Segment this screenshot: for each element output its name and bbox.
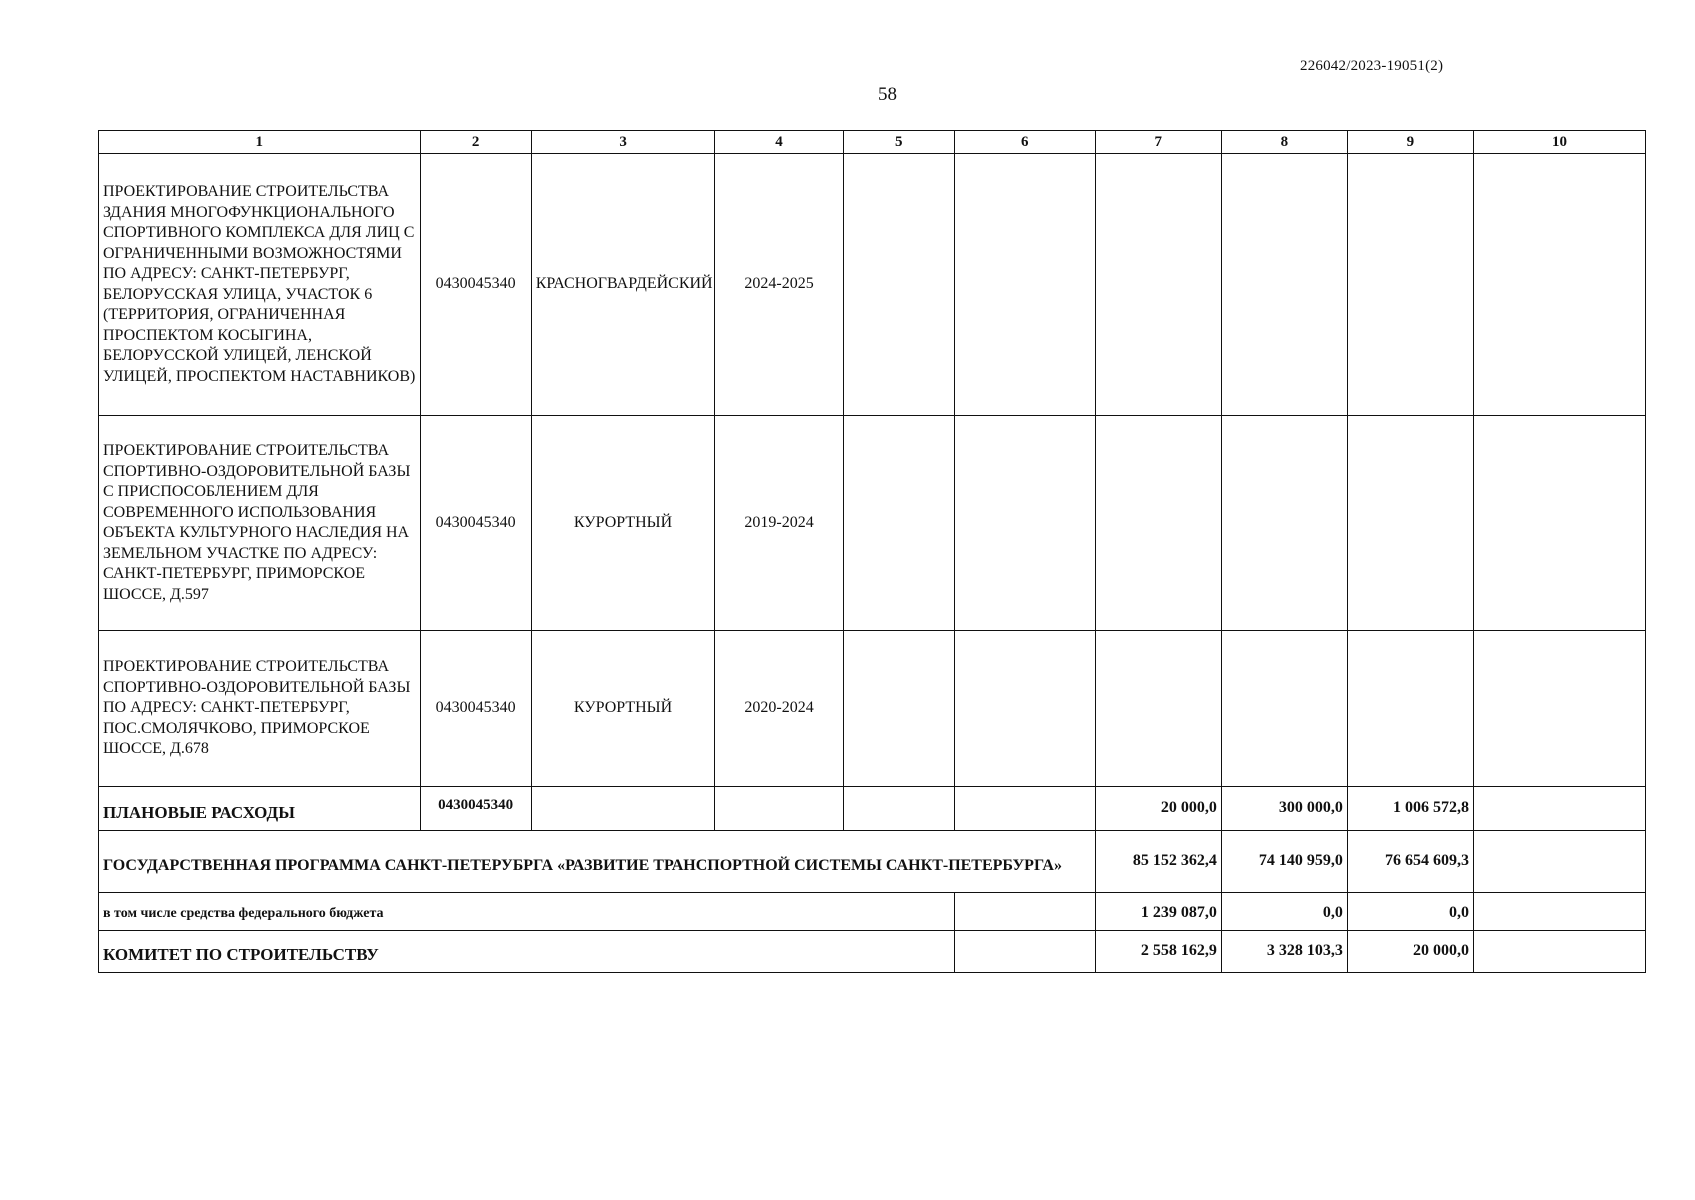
- project-name: ПРОЕКТИРОВАНИЕ СТРОИТЕЛЬСТВА ЗДАНИЯ МНОГОФУНКЦИОНАЛЬНОГО СПОРТИВНОГО КОМПЛЕКСА ДЛЯ ЛИЦ С ОГРАНИЧЕННЫМИ ВОЗМОЖНОСТЯМИ ПО АДРЕСУ: САНКТ-ПЕТЕРБУРГ, БЕЛОРУССКАЯ УЛИЦА, УЧАСТОК 6 (ТЕРРИТОРИЯ, ОГРАНИЧЕННАЯ ПРОСПЕКТОМ КОСЫГИНА, БЕЛОРУССКОЙ УЛИЦЕЙ, ЛЕНСКОЙ УЛИЦЕЙ, ПРОСПЕКТОМ НАСТАВНИКОВ): [99, 154, 421, 416]
- period: 2020-2024: [715, 631, 843, 787]
- empty-cell: [715, 787, 843, 831]
- table-row: [99, 631, 1646, 787]
- empty-cell: [1347, 631, 1473, 787]
- budget-code: 0430045340: [420, 787, 531, 831]
- budget-table: [98, 130, 1646, 973]
- empty-cell: [954, 154, 1095, 416]
- empty-cell: [1221, 154, 1347, 416]
- amount-col8: 300 000,0: [1221, 787, 1347, 831]
- column-header: 9: [1347, 131, 1473, 154]
- amount-col9: 20 000,0: [1347, 931, 1473, 973]
- empty-cell: [843, 416, 954, 631]
- amount-col9: 0,0: [1347, 893, 1473, 931]
- empty-cell: [1473, 631, 1645, 787]
- empty-cell: [1221, 631, 1347, 787]
- district: КУРОРТНЫЙ: [531, 631, 715, 787]
- empty-cell: [954, 787, 1095, 831]
- empty-cell: [1473, 416, 1645, 631]
- empty-cell: [954, 893, 1095, 931]
- project-name: ПРОЕКТИРОВАНИЕ СТРОИТЕЛЬСТВА СПОРТИВНО-ОЗДОРОВИТЕЛЬНОЙ БАЗЫ С ПРИСПОСОБЛЕНИЕМ ДЛЯ СОВРЕМЕННОГО ИСПОЛЬЗОВАНИЯ ОБЪЕКТА КУЛЬТУРНОГО НАСЛЕДИЯ НА ЗЕМЕЛЬНОМ УЧАСТКЕ ПО АДРЕСУ: САНКТ-ПЕТЕРБУРГ, ПРИМОРСКОЕ ШОССЕ, Д.597: [99, 416, 421, 631]
- column-header: 3: [531, 131, 715, 154]
- planned-expenses-row: [99, 787, 1646, 831]
- amount-col7: 1 239 087,0: [1095, 893, 1221, 931]
- column-header: 10: [1473, 131, 1645, 154]
- empty-cell: [1473, 831, 1645, 893]
- amount-col7: 85 152 362,4: [1095, 831, 1221, 893]
- amount-col9: 76 654 609,3: [1347, 831, 1473, 893]
- project-name: ПРОЕКТИРОВАНИЕ СТРОИТЕЛЬСТВА СПОРТИВНО-ОЗДОРОВИТЕЛЬНОЙ БАЗЫ ПО АДРЕСУ: САНКТ-ПЕТЕРБУРГ, ПОС.СМОЛЯЧКОВО, ПРИМОРСКОЕ ШОССЕ, Д.678: [99, 631, 421, 787]
- planned-expenses-label: ПЛАНОВЫЕ РАСХОДЫ: [99, 787, 421, 831]
- document-id: 226042/2023-19051(2): [1300, 58, 1444, 74]
- empty-cell: [843, 154, 954, 416]
- table-row: [99, 154, 1646, 416]
- budget-code: 0430045340: [420, 416, 531, 631]
- amount-col8: 3 328 103,3: [1221, 931, 1347, 973]
- empty-cell: [1095, 154, 1221, 416]
- empty-cell: [954, 931, 1095, 973]
- empty-cell: [1221, 416, 1347, 631]
- empty-cell: [843, 787, 954, 831]
- period: 2019-2024: [715, 416, 843, 631]
- column-header: 2: [420, 131, 531, 154]
- column-header: 1: [99, 131, 421, 154]
- empty-cell: [1473, 154, 1645, 416]
- empty-cell: [1473, 787, 1645, 831]
- state-program-row: [99, 831, 1646, 893]
- page-number: 58: [878, 84, 897, 105]
- federal-budget-label: в том числе средства федерального бюджета: [99, 893, 955, 931]
- period: 2024-2025: [715, 154, 843, 416]
- amount-col8: 0,0: [1221, 893, 1347, 931]
- column-header: 8: [1221, 131, 1347, 154]
- committee-row: [99, 931, 1646, 973]
- empty-cell: [1095, 631, 1221, 787]
- amount-col8: 74 140 959,0: [1221, 831, 1347, 893]
- column-header: 6: [954, 131, 1095, 154]
- state-program-label: ГОСУДАРСТВЕННАЯ ПРОГРАММА САНКТ-ПЕТЕРУБРГА «РАЗВИТИЕ ТРАНСПОРТНОЙ СИСТЕМЫ САНКТ-ПЕТЕРБУРГА»: [99, 831, 1096, 893]
- empty-cell: [1473, 893, 1645, 931]
- empty-cell: [1347, 154, 1473, 416]
- amount-col7: 20 000,0: [1095, 787, 1221, 831]
- empty-cell: [954, 631, 1095, 787]
- empty-cell: [531, 787, 715, 831]
- budget-code: 0430045340: [420, 631, 531, 787]
- column-number-row: [99, 131, 1646, 154]
- district: КРАСНОГВАРДЕЙСКИЙ: [531, 154, 715, 416]
- district: КУРОРТНЫЙ: [531, 416, 715, 631]
- empty-cell: [1095, 416, 1221, 631]
- column-header: 5: [843, 131, 954, 154]
- column-header: 7: [1095, 131, 1221, 154]
- amount-col9: 1 006 572,8: [1347, 787, 1473, 831]
- federal-budget-row: [99, 893, 1646, 931]
- amount-col7: 2 558 162,9: [1095, 931, 1221, 973]
- empty-cell: [954, 416, 1095, 631]
- empty-cell: [1473, 931, 1645, 973]
- table-row: [99, 416, 1646, 631]
- empty-cell: [1347, 416, 1473, 631]
- empty-cell: [843, 631, 954, 787]
- budget-code: 0430045340: [420, 154, 531, 416]
- committee-label: КОМИТЕТ ПО СТРОИТЕЛЬСТВУ: [99, 931, 955, 973]
- column-header: 4: [715, 131, 843, 154]
